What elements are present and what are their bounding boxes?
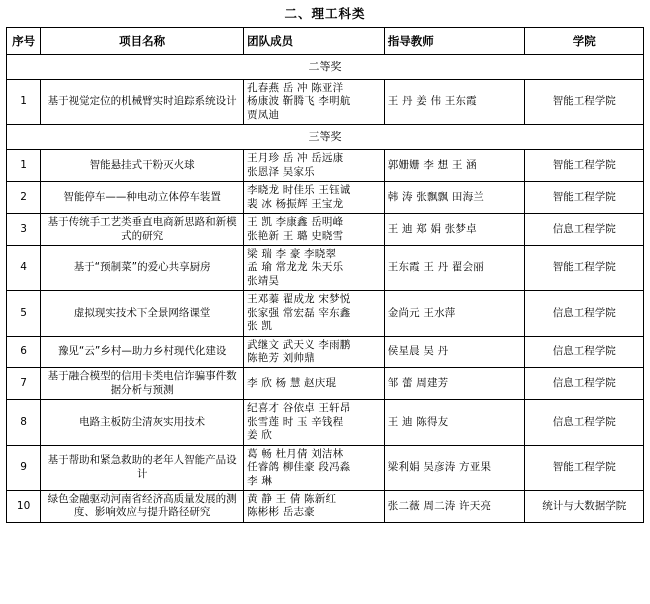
cell-line: 智能工程学院: [552, 461, 616, 474]
column-header-team: 团队成员: [244, 28, 385, 55]
cell-teacher: [384, 490, 525, 522]
cell-project: [41, 445, 244, 490]
table-row: [7, 490, 644, 522]
table-row: [7, 291, 644, 336]
cell-line: 基于融合模型的信用卡类电信诈骗事件数据分析与预测: [47, 370, 237, 396]
table-header: [7, 28, 644, 55]
cell-line: 李 欣 杨 慧 赵庆琨: [247, 377, 337, 390]
cell-team: [244, 214, 385, 246]
cell-project: [41, 368, 244, 400]
table-body: [7, 55, 644, 523]
cell-college: [525, 291, 644, 336]
cell-line: 孔春燕 岳 冲 陈亚洋: [247, 82, 344, 94]
cell-college: [525, 150, 644, 182]
cell-teacher: [384, 291, 525, 336]
cell-team: [244, 291, 385, 336]
cell-college: [525, 400, 644, 445]
table-row: [7, 182, 644, 214]
table-row: [7, 368, 644, 400]
cell-teacher: [384, 445, 525, 490]
cell-project: [41, 400, 244, 445]
table-row: [7, 336, 644, 368]
cell-line: 王 凯 李康鑫 岳明峰: [247, 216, 344, 229]
cell-line: 智能停车——种电动立体停车装置: [63, 190, 221, 203]
cell-college: [525, 368, 644, 400]
cell-line: 葛 畅 杜月倩 刘洁林: [247, 447, 344, 460]
cell-line: 梁 瑞 李 豪 李晓翠: [247, 247, 337, 260]
cell-line: 绿色金融驱动河南省经济高质量发展的测度、影响效应与提升路径研究: [47, 492, 237, 519]
cell-seq: [7, 150, 41, 182]
cell-line: 5: [20, 306, 27, 319]
awards-table: [6, 27, 644, 523]
cell-line: 孟 瑜 常龙龙 朱天乐: [247, 261, 344, 274]
cell-line: 纪喜才 谷依卓 王轩昂: [247, 402, 351, 415]
cell-project: [41, 214, 244, 246]
cell-team: [244, 368, 385, 400]
cell-line: 8: [20, 415, 27, 428]
cell-line: 张家强 常宏磊 宰东鑫: [247, 306, 351, 319]
cell-seq: [7, 182, 41, 214]
cell-line: 张恩泽 吴家乐: [247, 165, 315, 178]
cell-team: [244, 182, 385, 214]
cell-seq: [7, 291, 41, 336]
award-group-row: [7, 55, 644, 80]
cell-project: [41, 490, 244, 522]
column-header-seq: 序号: [7, 28, 41, 55]
cell-teacher: [384, 336, 525, 368]
cell-line: 王 迪 郑 娟 张梦卓: [387, 222, 477, 235]
cell-line: 基于传统手工艺类垂直电商新思路和新模式的研究: [47, 216, 237, 242]
cell-project: [41, 336, 244, 368]
cell-line: 虚拟现实技术下全景网络课堂: [73, 306, 211, 319]
cell-line: 信息工程学院: [552, 345, 616, 358]
column-header-teacher: 指导教师: [384, 28, 525, 55]
cell-line: 智能工程学院: [552, 95, 616, 108]
cell-line: 李晓龙 时佳乐 王钰诚: [247, 184, 351, 197]
cell-line: 梁利娟 吴彦涛 方亚果: [387, 461, 492, 474]
cell-line: 9: [20, 461, 27, 474]
cell-project: [41, 182, 244, 214]
cell-teacher: [384, 400, 525, 445]
table-row: [7, 150, 644, 182]
award-group-label: 三等奖: [7, 125, 644, 150]
cell-line: 金尚元 王水萍: [387, 306, 456, 319]
cell-line: 4: [20, 261, 27, 274]
cell-seq: [7, 336, 41, 368]
cell-college: [525, 214, 644, 246]
cell-project: [41, 291, 244, 336]
cell-teacher: [384, 80, 525, 125]
cell-line: 裴 冰 杨振辉 王宝龙: [247, 197, 344, 210]
cell-team: [244, 445, 385, 490]
cell-line: 信息工程学院: [552, 306, 616, 319]
cell-line: 侯星晨 吴 丹: [387, 345, 449, 358]
cell-seq: [7, 80, 41, 125]
column-header-college: 学院: [525, 28, 644, 55]
cell-line: 姜 欣: [247, 429, 273, 442]
cell-line: 电路主板防尘清灰实用技术: [79, 415, 206, 428]
cell-line: 统计与大数据学院: [542, 499, 627, 512]
cell-college: [525, 490, 644, 522]
cell-line: 任睿鸽 柳佳豪 段冯淼: [247, 461, 351, 474]
table-row: [7, 214, 644, 246]
cell-project: [41, 80, 244, 125]
cell-line: 贾凤迪: [247, 108, 280, 121]
cell-line: 7: [20, 377, 27, 390]
cell-line: 基于视觉定位的机械臂实时追踪系统设计: [47, 95, 237, 108]
cell-line: 信息工程学院: [552, 415, 616, 428]
cell-line: 李 琳: [247, 474, 273, 487]
cell-line: 信息工程学院: [552, 222, 616, 235]
cell-college: [525, 336, 644, 368]
cell-line: 10: [16, 499, 31, 512]
cell-line: 韩 涛 张飘飘 田海兰: [387, 190, 484, 203]
cell-line: 张艳新 王 璐 史晓雪: [247, 229, 344, 242]
cell-seq: [7, 368, 41, 400]
table-row: [7, 400, 644, 445]
cell-project: [41, 150, 244, 182]
cell-line: 王 丹 姜 伟 王东霞: [387, 95, 477, 108]
cell-teacher: [384, 214, 525, 246]
cell-line: 信息工程学院: [552, 377, 616, 390]
cell-line: 陈彬彬 岳志豪: [247, 506, 315, 519]
table-row: [7, 80, 644, 125]
cell-line: 智能工程学院: [552, 159, 616, 172]
cell-line: 邹 蕾 周建芳: [387, 377, 449, 390]
cell-team: [244, 400, 385, 445]
cell-line: 武继文 武天义 李雨鹏: [247, 338, 351, 351]
cell-college: [525, 80, 644, 125]
cell-line: 智能工程学院: [552, 190, 616, 203]
cell-seq: [7, 245, 41, 290]
cell-line: 1: [20, 159, 27, 172]
cell-college: [525, 182, 644, 214]
cell-line: 王东霞 王 丹 翟会丽: [387, 261, 484, 274]
cell-line: 基于“预制菜”的爱心共享厨房: [73, 261, 211, 274]
award-group-row: [7, 125, 644, 150]
cell-line: 王 迪 陈得友: [387, 415, 449, 428]
cell-teacher: [384, 182, 525, 214]
table-header-row: [7, 28, 644, 55]
cell-line: 张 凯: [247, 320, 273, 333]
cell-team: [244, 245, 385, 290]
page-title: 二、理工科类: [284, 6, 366, 21]
cell-team: [244, 80, 385, 125]
table-row: [7, 245, 644, 290]
cell-line: 杨康波 靳腾飞 李明航: [247, 95, 351, 108]
cell-line: 6: [20, 345, 27, 358]
column-header-project: 项目名称: [41, 28, 244, 55]
award-group-label: 二等奖: [7, 55, 644, 80]
cell-line: 张二薇 周二涛 许天亮: [387, 499, 492, 512]
cell-team: [244, 490, 385, 522]
cell-team: [244, 150, 385, 182]
cell-line: 基于帮助和紧急救助的老年人智能产品设计: [47, 454, 237, 480]
cell-line: 郭姗姗 李 想 王 涵: [387, 159, 477, 172]
cell-seq: [7, 445, 41, 490]
cell-line: 王月珍 岳 冲 岳远康: [247, 152, 344, 165]
cell-line: 陈艳芳 刘帅鼎: [247, 352, 315, 364]
cell-line: 王邓蓁 翟成龙 宋梦悦: [247, 293, 351, 306]
cell-line: 1: [20, 95, 27, 108]
cell-project: [41, 245, 244, 290]
cell-team: [244, 336, 385, 368]
cell-teacher: [384, 368, 525, 400]
cell-line: 智能悬挂式干粉灭火球: [89, 159, 195, 172]
table-row: [7, 445, 644, 490]
cell-college: [525, 245, 644, 290]
cell-seq: [7, 490, 41, 522]
cell-line: 2: [20, 190, 27, 203]
cell-college: [525, 445, 644, 490]
cell-seq: [7, 400, 41, 445]
cell-line: 3: [20, 222, 27, 235]
cell-seq: [7, 214, 41, 246]
cell-line: 黄 静 王 倩 陈新红: [247, 492, 337, 505]
cell-line: 智能工程学院: [552, 261, 616, 274]
cell-line: 张雪莲 时 玉 辛钱程: [247, 415, 344, 428]
cell-teacher: [384, 150, 525, 182]
cell-line: 豫见“云”乡村—助力乡村现代化建设: [57, 345, 227, 358]
cell-line: 张靖昊: [247, 274, 280, 287]
cell-teacher: [384, 245, 525, 290]
